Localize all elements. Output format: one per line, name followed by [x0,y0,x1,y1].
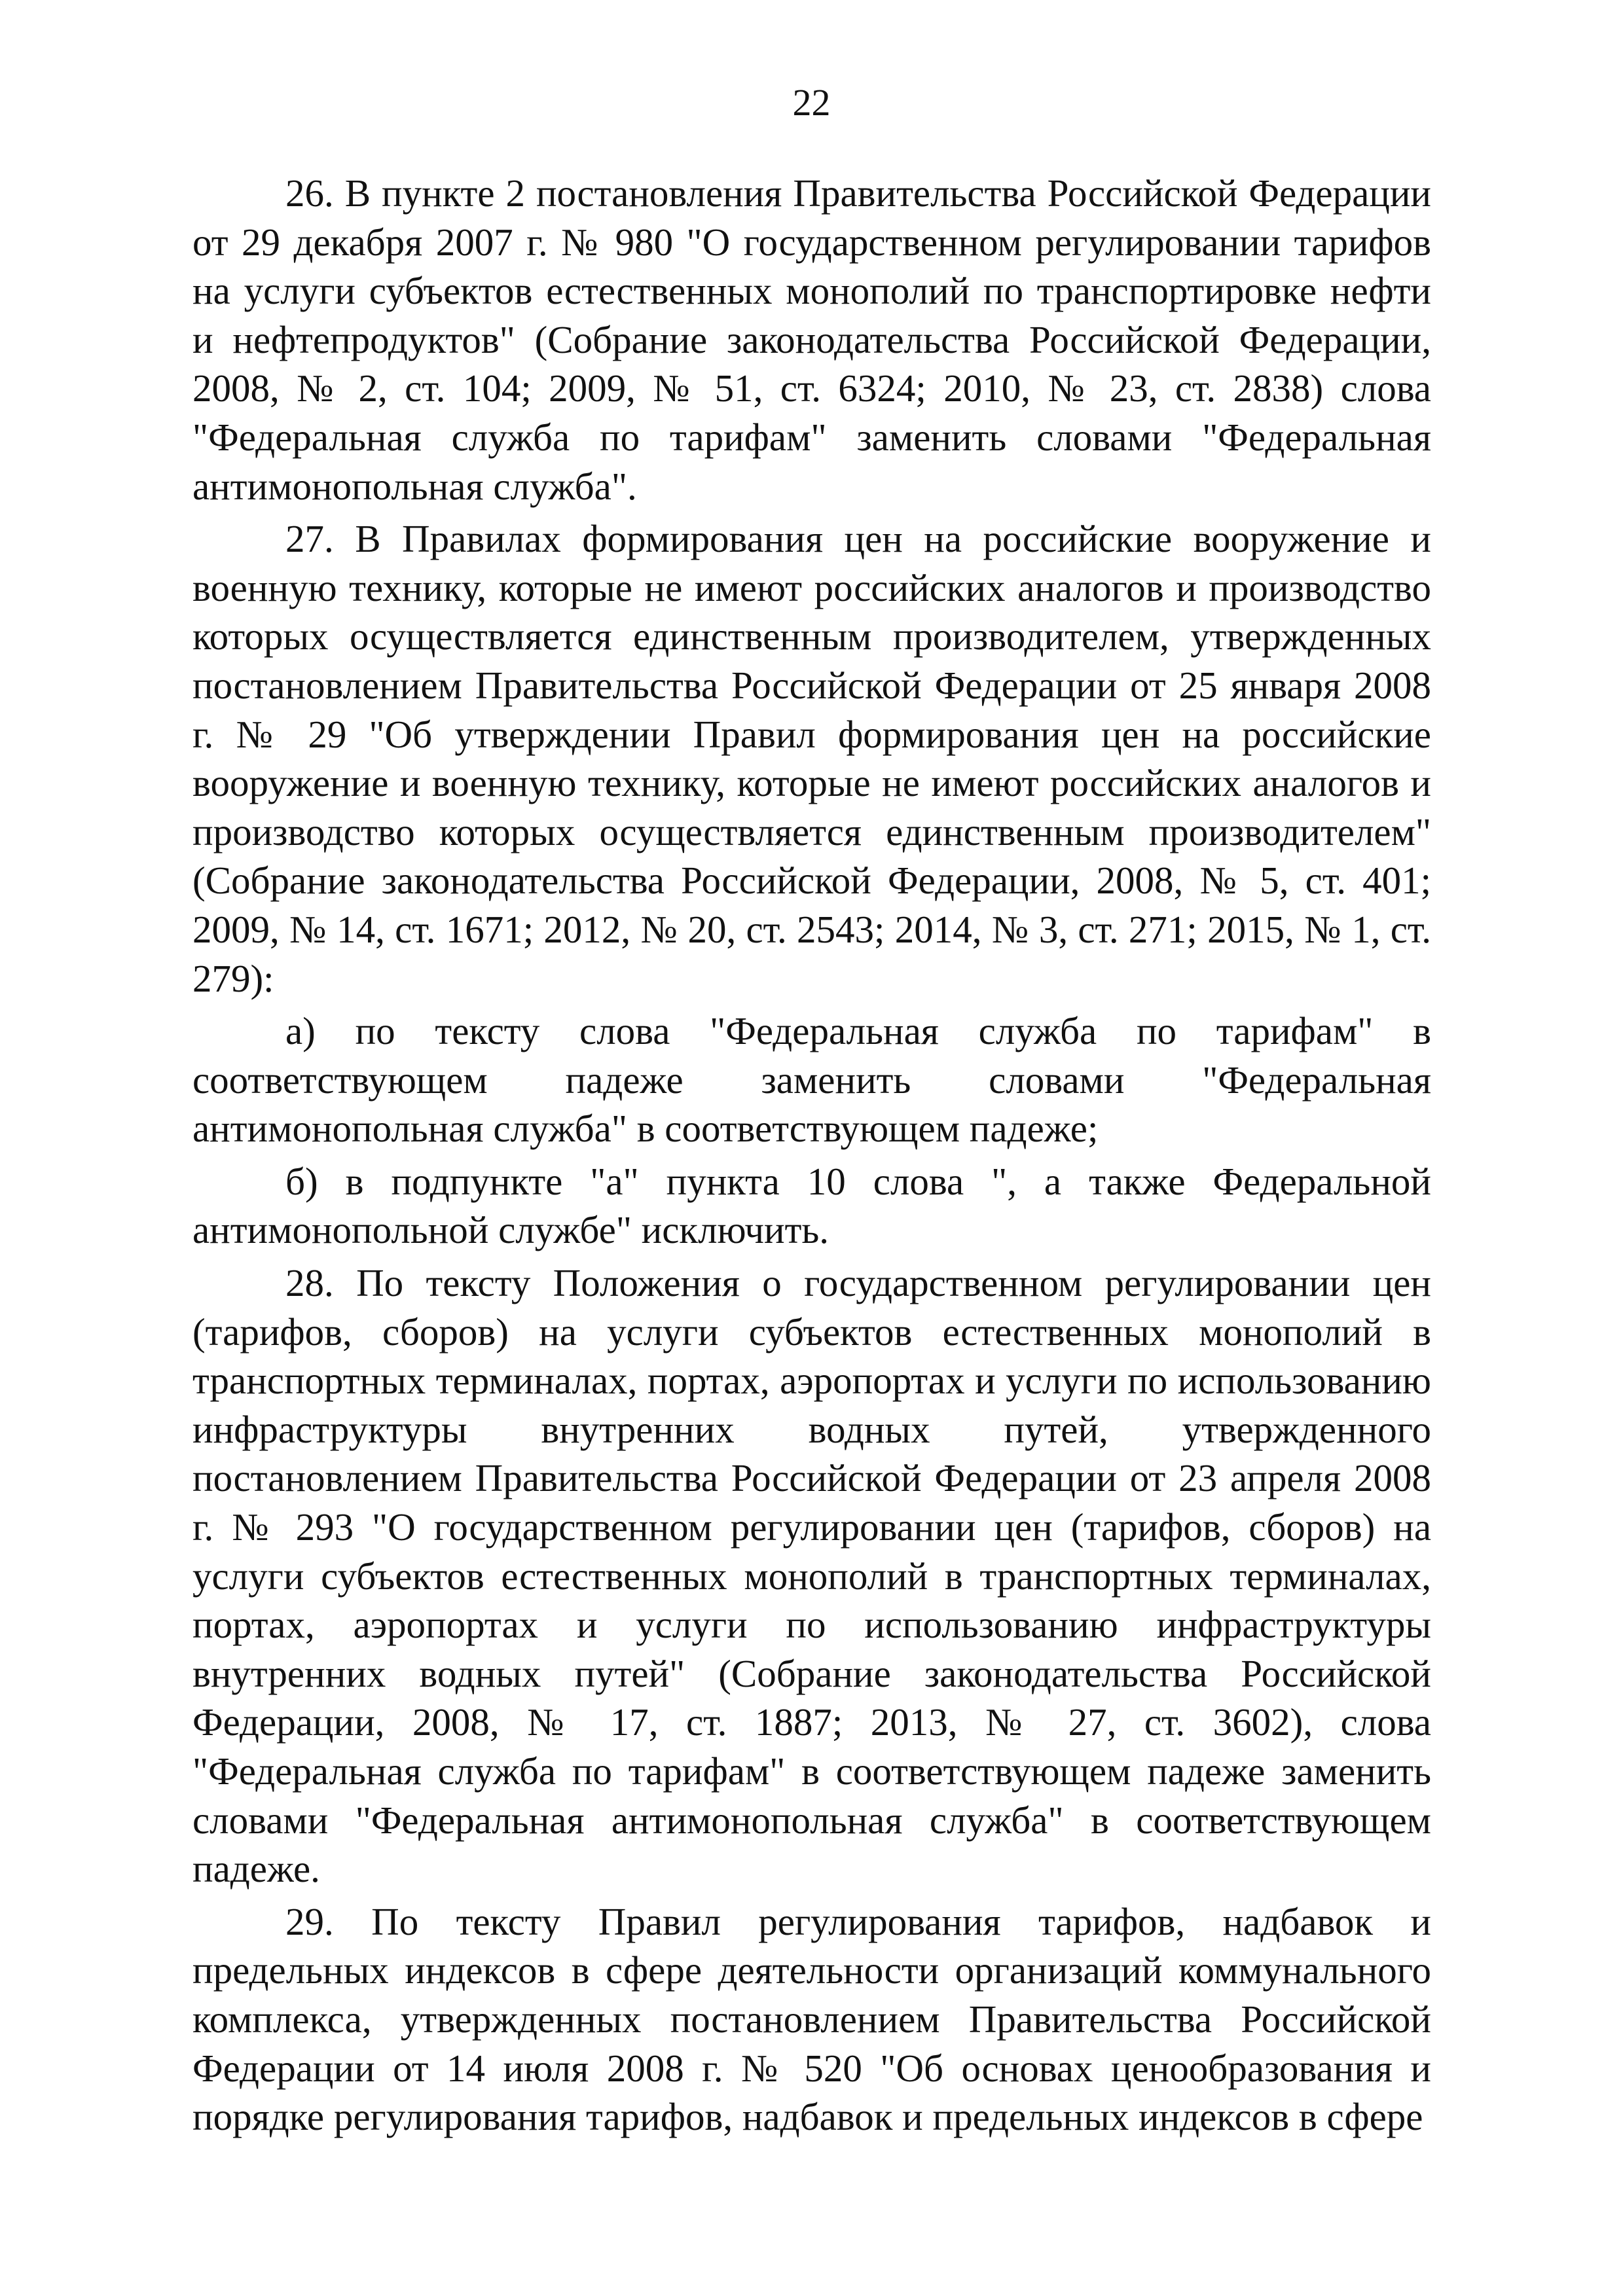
paragraph-27: 27. В Правилах формирования цен на российские вооружение и военную технику, которые не имеют российских аналогов и производство которых осуществляется единственным производителем, утвержденных постановлением Правительства Российской Федерации от 25 января 2008 г. № 29 "Об утверждении Правил формирования цен на российские вооружение и военную технику, которые не имеют российских аналогов и производство которых осуществляется единственным производителем" (Собрание законодательства Российской Федерации, 2008, № 5, ст. 401; 2009, № 14, ст. 1671; 2012, № 20, ст. 2543; 2014, № 3, ст. 271; 2015, № 1, ст. 279): [192,517,1431,1000]
paragraph-27-a: а) по тексту слова "Федеральная служба по тарифам" в соответствующем падеже заменить словами "Федеральная антимонопольная служба" в соответствующем падеже; [192,1009,1431,1151]
paragraph-29: 29. По тексту Правил регулирования тарифов, надбавок и предельных индексов в сфере деятельности организаций коммунального комплекса, утвержденных постановлением Правительства Российской Федерации от 14 июля 2008 г. № 520 "Об основах ценообразования и порядке регулирования тарифов, надбавок и предельных индексов в сфере [192,1899,1431,2139]
paragraph-27-b: б) в подпункте "а" пункта 10 слова ", а также Федеральной антимонопольной службе" исключить. [192,1159,1431,1252]
paragraph-26: 26. В пункте 2 постановления Правительства Российской Федерации от 29 декабря 2007 г. № 980 "О государственном регулировании тарифов на услуги субъектов естественных монополий по транспортировке нефти и нефтепродуктов" (Собрание законодательства Российской Федерации, 2008, № 2, ст. 104; 2009, № 51, ст. 6324; 2010, № 23, ст. 2838) слова "Федеральная служба по тарифам" заменить словами "Федеральная антимонопольная служба". [192,171,1431,508]
document-body [192,169,1431,2142]
page-number: 22 [792,81,831,124]
paragraph-28: 28. По тексту Положения о государственном регулировании цен (тарифов, сборов) на услуги субъектов естественных монополий в транспортных терминалах, портах, аэропортах и услуги по использованию инфраструктуры внутренних водных путей, утвержденного постановлением Правительства Российской Федерации от 23 апреля 2008 г. № 293 "О государственном регулировании цен (тарифов, сборов) на услуги субъектов естественных монополий в транспортных терминалах, портах, аэропортах и услуги по использованию инфраструктуры внутренних водных путей" (Собрание законодательства Российской Федерации, 2008, № 17, ст. 1887; 2013, № 27, ст. 3602), слова "Федеральная служба по тарифам" в соответствующем падеже заменить словами "Федеральная антимонопольная служба" в соответствующем падеже. [192,1261,1431,1891]
